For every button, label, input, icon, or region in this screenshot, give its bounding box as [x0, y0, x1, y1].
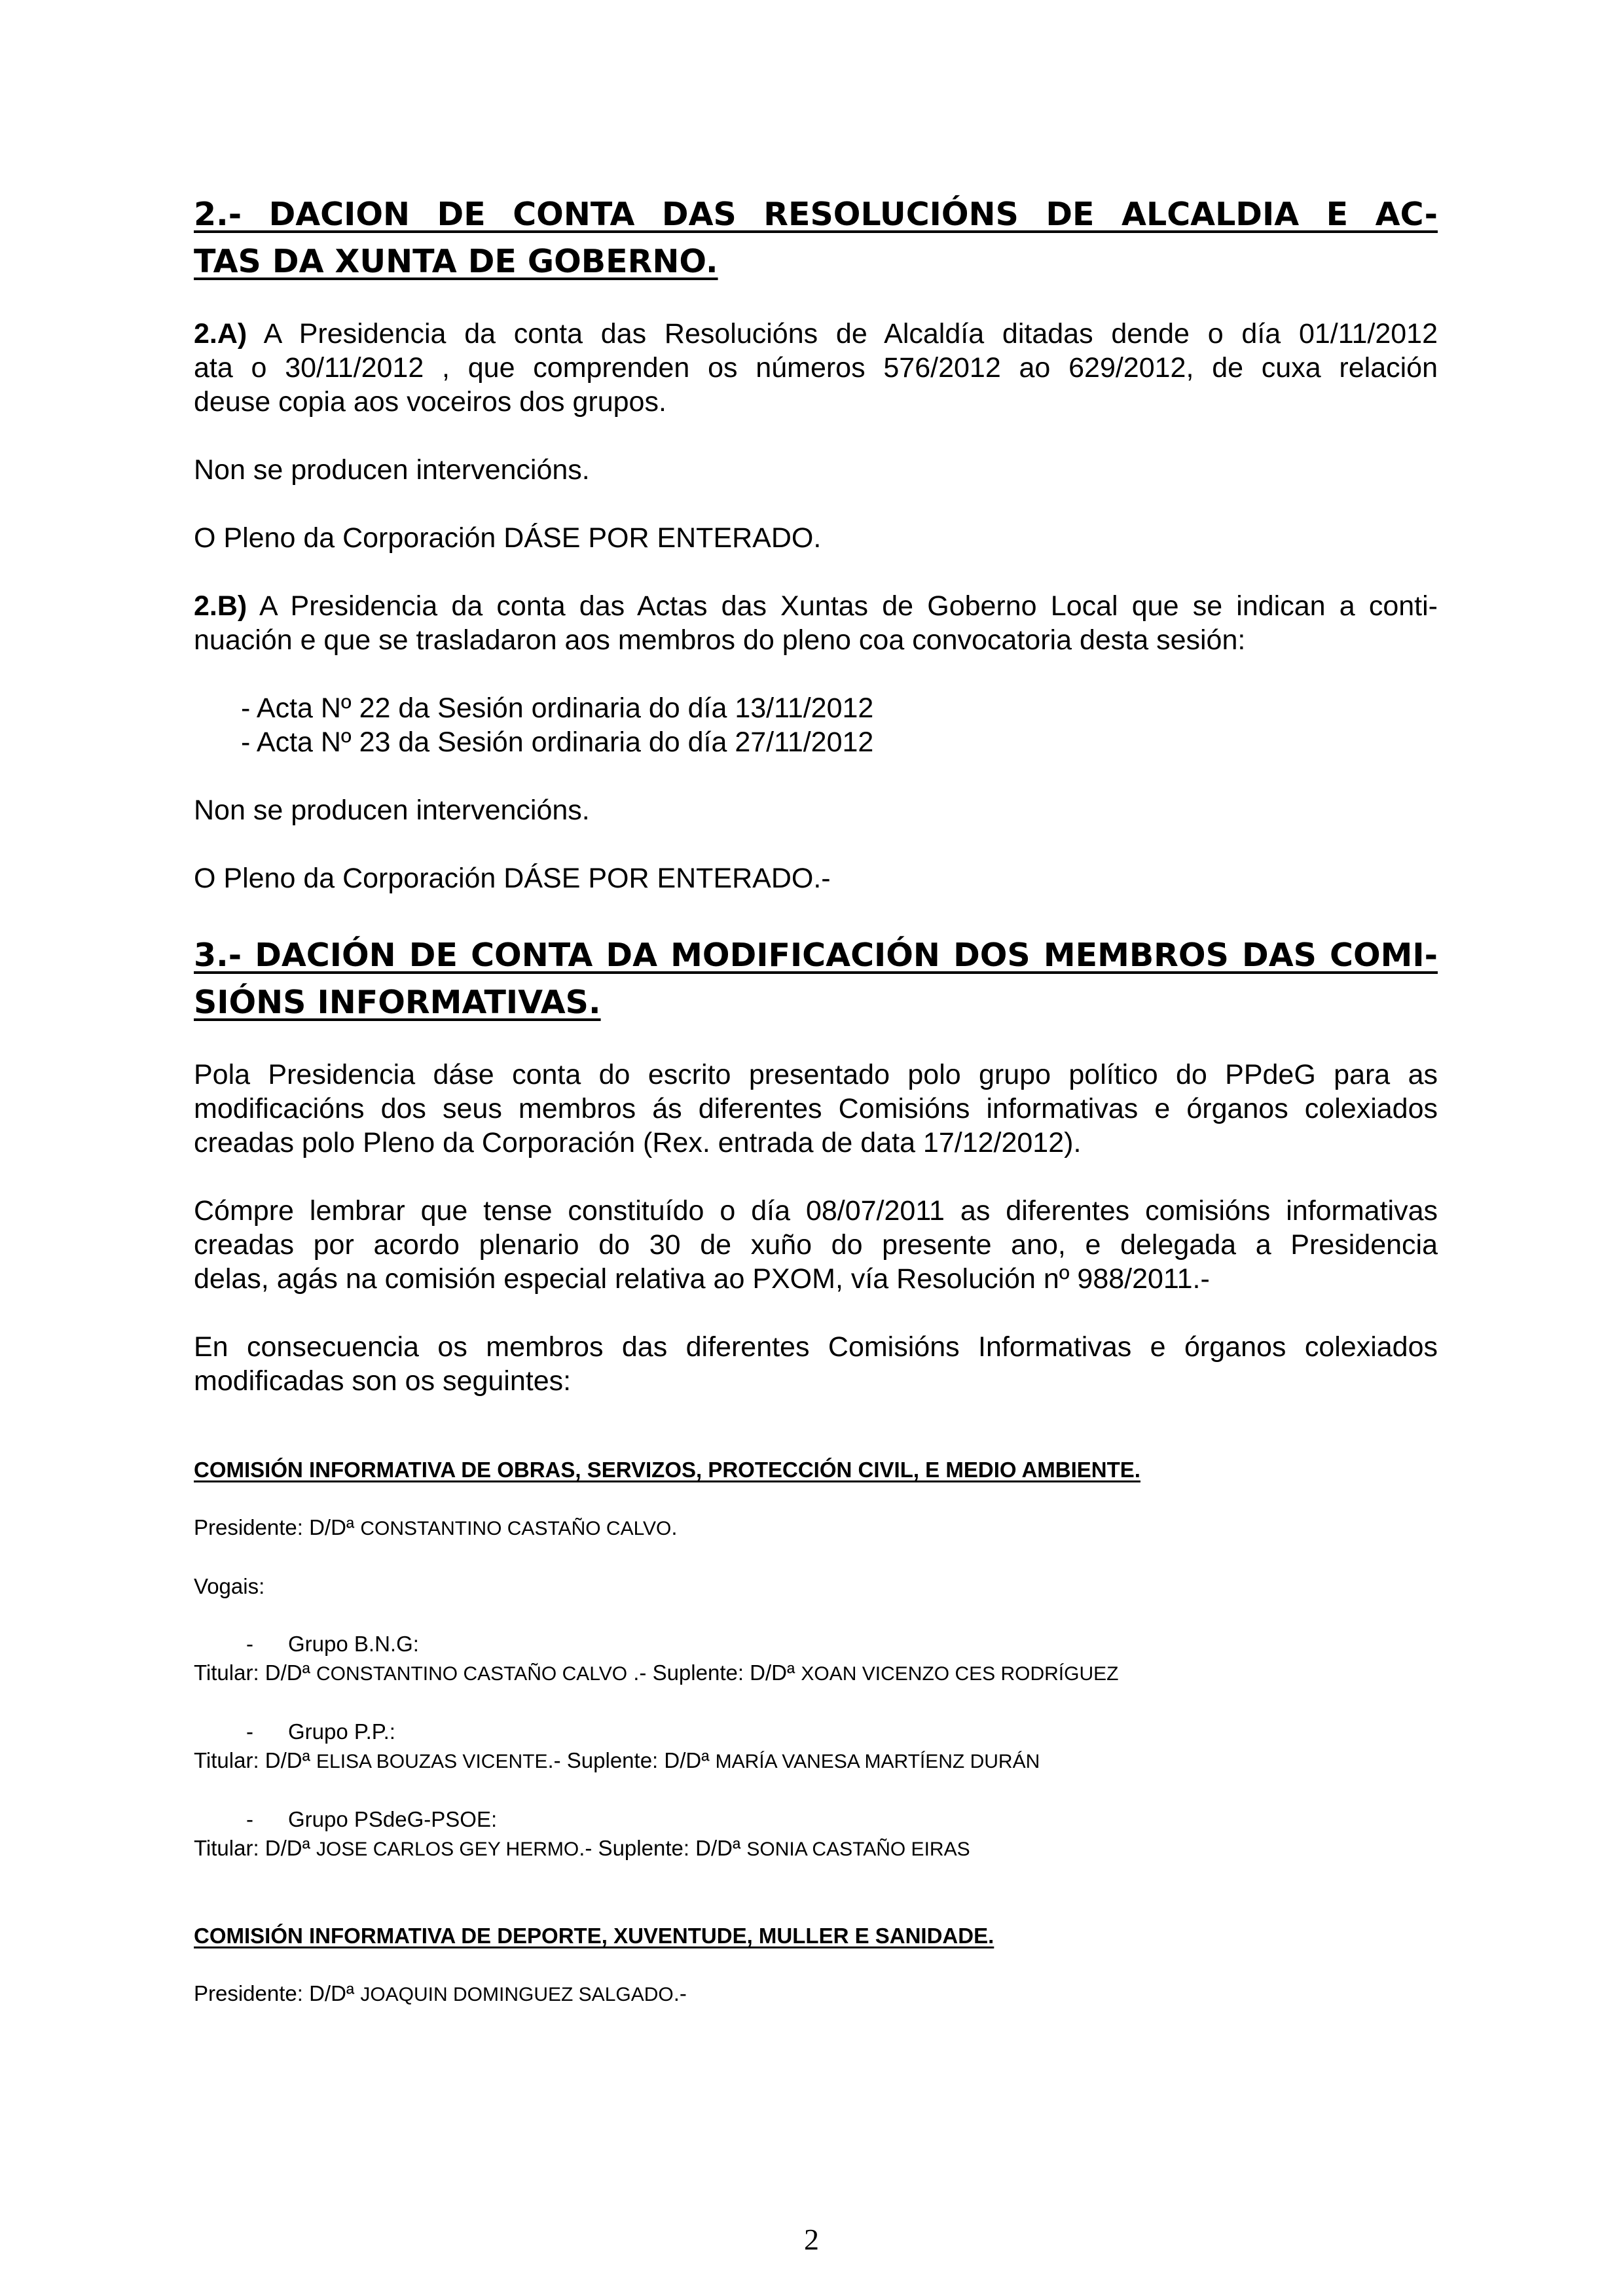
acta-item: - Acta Nº 23 da Sesión ordinaria do día 27/11/2012 — [241, 726, 874, 758]
section-3-p1-line3: creadas polo Pleno da Corporación (Rex. entrada de data 17/12/2012). — [194, 1127, 1082, 1158]
president-name: JOAQUIN DOMINGUEZ SALGADO — [360, 1984, 674, 2005]
suplente-name: MARÍA VANESA MARTÍENZ DURÁN — [715, 1751, 1040, 1772]
section-2a-result: O Pleno da Corporación DÁSE POR ENTERADO. — [194, 522, 822, 554]
section-3-p1-line2: modificacións dos seus membros ás diferentes Comisións informativas e órganos colexiados — [194, 1093, 1438, 1124]
section-3-heading-line2: SIÓNS INFORMATIVAS. — [194, 984, 601, 1021]
group-psdeg-psoe — [194, 1805, 1438, 1864]
acta-item: - Acta Nº 22 da Sesión ordinaria do día 13/11/2012 — [241, 692, 874, 724]
section-2a-line3: deuse copia aos voceiros dos grupos. — [194, 386, 666, 418]
section-2-heading-line2: TAS DA XUNTA DE GOBERNO. — [194, 243, 718, 280]
commission-1-president: Presidente: D/Dª CONSTANTINO CASTAÑO CALVO. — [194, 1515, 678, 1539]
commission-2-president: Presidente: D/Dª JOAQUIN DOMINGUEZ SALGADO.- — [194, 1981, 687, 2005]
section-3-p1-line1: Pola Presidencia dáse conta do escrito presentado polo grupo político do PPdeG para as — [194, 1059, 1438, 1090]
section-3-p2-line1: Cómpre lembrar que tense constituído o día 08/07/2011 as diferentes comisións informativas — [194, 1195, 1438, 1227]
page-content — [194, 191, 1438, 2009]
section-2b-line1: 2.B) A Presidencia da conta das Actas das Xuntas de Goberno Local que se indican a conti- — [194, 590, 1438, 622]
section-2a-paragraph — [194, 317, 1438, 419]
section-2a-line1: 2.A) A Presidencia da conta das Resolucións de Alcaldía ditadas dende o día 01/11/2012 — [194, 318, 1438, 350]
suplente-name: SONIA CASTAÑO EIRAS — [746, 1839, 970, 1860]
suplente-name: XOAN VICENZO CES RODRÍGUEZ — [801, 1663, 1119, 1685]
group-members: Titular: D/Dª CONSTANTINO CASTAÑO CALVO .- Suplente: D/Dª XOAN VICENZO CES RODRÍGUEZ — [194, 1660, 1119, 1685]
section-2a-label: 2.A) — [194, 318, 247, 350]
group-bng — [194, 1630, 1438, 1689]
commission-1-title: COMISIÓN INFORMATIVA DE OBRAS, SERVIZOS, PROTECCIÓN CIVIL, E MEDIO AMBIENTE. — [194, 1458, 1140, 1482]
page-number: 2 — [804, 2223, 819, 2256]
group-name: - Grupo P.P.: — [246, 1719, 395, 1744]
section-2b-paragraph — [194, 589, 1438, 657]
section-3-heading — [194, 932, 1438, 1026]
group-name: - Grupo PSdeG-PSOE: — [246, 1807, 498, 1831]
commission-1-vogais-label: Vogais: — [194, 1574, 265, 1598]
section-2a-line2: ata o 30/11/2012 , que comprenden os números 576/2012 ao 629/2012, de cuxa relación — [194, 352, 1438, 384]
section-2b-result: O Pleno da Corporación DÁSE POR ENTERADO.- — [194, 863, 831, 894]
group-members: Titular: D/Dª JOSE CARLOS GEY HERMO.- Suplente: D/Dª SONIA CASTAÑO EIRAS — [194, 1836, 970, 1860]
section-3-paragraph-1 — [194, 1058, 1438, 1160]
section-3-p2-line3: delas, agás na comisión especial relativa ao PXOM, vía Resolución nº 988/2011.- — [194, 1263, 1210, 1295]
section-3-p3-line1: En consecuencia os membros das diferentes Comisións Informativas e órganos colexiados — [194, 1331, 1438, 1363]
section-2-heading-line1: 2.- DACION DE CONTA DAS RESOLUCIÓNS DE ALCALDIA E AC- — [194, 196, 1438, 233]
section-2a-no-interventions: Non se producen intervencións. — [194, 454, 590, 486]
section-3-p3-line2: modificadas son os seguintes: — [194, 1365, 572, 1397]
section-2b-no-interventions: Non se producen intervencións. — [194, 795, 590, 826]
section-3-paragraph-2 — [194, 1194, 1438, 1296]
commission-2-title: COMISIÓN INFORMATIVA DE DEPORTE, XUVENTUDE, MULLER E SANIDADE. — [194, 1924, 994, 1948]
section-3-p2-line2: creadas por acordo plenario do 30 de xuño do presente ano, e delegada a Presidencia — [194, 1229, 1438, 1261]
titular-name: ELISA BOUZAS VICENTE — [316, 1751, 548, 1772]
section-2b-line2: nuación e que se trasladaron aos membros do pleno coa convocatoria desta sesión: — [194, 624, 1246, 656]
section-3-paragraph-3 — [194, 1330, 1438, 1398]
group-name: - Grupo B.N.G: — [246, 1632, 419, 1656]
section-2b-label: 2.B) — [194, 590, 247, 622]
section-2-heading — [194, 191, 1438, 285]
titular-name: JOSE CARLOS GEY HERMO — [316, 1839, 579, 1860]
section-3-heading-line1: 3.- DACIÓN DE CONTA DA MODIFICACIÓN DOS MEMBROS DAS COMI- — [194, 937, 1438, 974]
president-name: CONSTANTINO CASTAÑO CALVO — [360, 1518, 672, 1539]
group-members: Titular: D/Dª ELISA BOUZAS VICENTE.- Suplente: D/Dª MARÍA VANESA MARTÍENZ DURÁN — [194, 1748, 1040, 1772]
group-pp — [194, 1717, 1438, 1776]
acta-list — [194, 691, 1438, 759]
titular-name: CONSTANTINO CASTAÑO CALVO — [316, 1663, 628, 1685]
